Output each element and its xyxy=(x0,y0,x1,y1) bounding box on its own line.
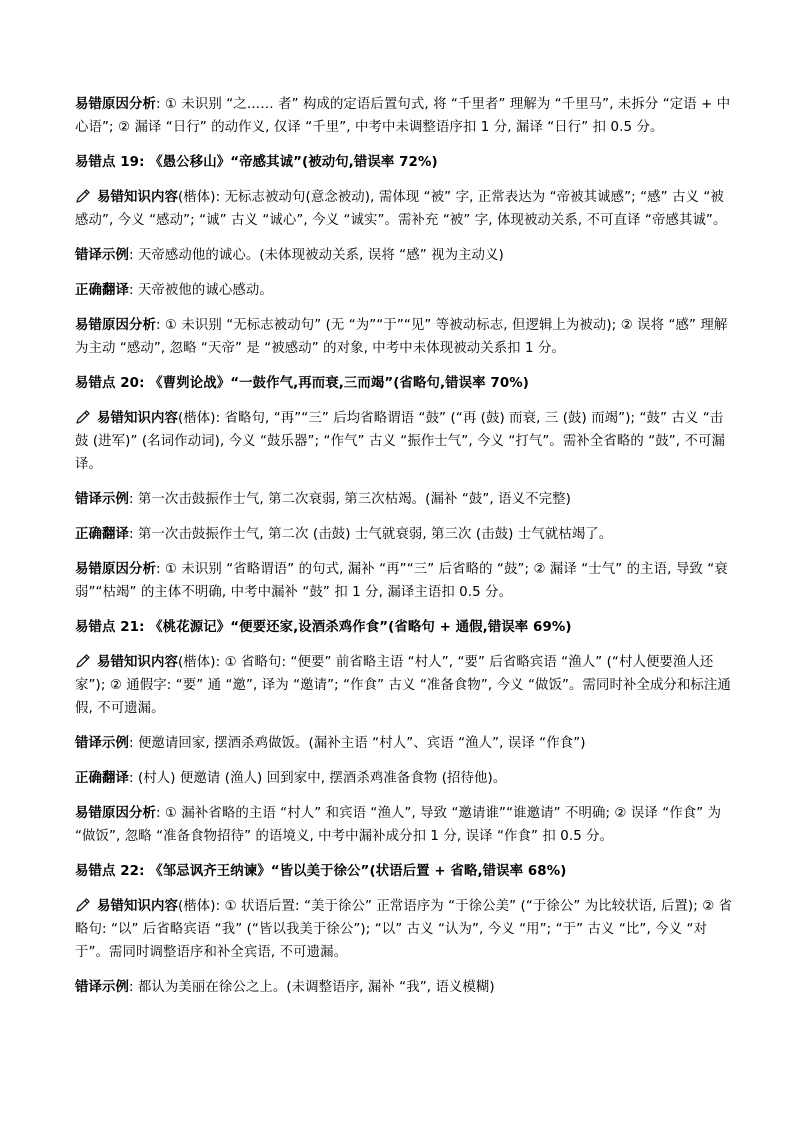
correct-translation: 正确翻译: (村人) 便邀请 (渔人) 回到家中, 摆酒杀鸡准备食物 (招待他)。 xyxy=(75,771,507,786)
error-point-heading-21: 易错点 21: 《桃花源记》“便要还家,设酒杀鸡作食”(省略句 + 通假,错误率 69%) xyxy=(75,620,572,635)
wrong-translation-example: 错译示例: 便邀请回家, 摆酒杀鸡做饭。(漏补主语 “村人”、宾语 “渔人”, 误译 “作食”) xyxy=(75,736,586,751)
wrong-translation-example: 错译示例: 天帝感动他的诚心。(未体现被动关系, 误将 “感” 视为主动义) xyxy=(75,248,504,263)
wrong-translation-example: 错译示例: 都认为美丽在徐公之上。(未调整语序, 漏补 “我”, 语义模糊) xyxy=(75,980,495,995)
wrong-translation-example: 错译示例: 第一次击鼓振作士气, 第二次衰弱, 第三次枯竭。(漏补 “鼓”, 语义不完整) xyxy=(75,492,571,507)
knowledge-paragraph: 易错知识内容(楷体): ① 状语后置: “美于徐公” 正常语序为 “于徐公美” (“于徐公” 为比较状语, 后置); ② 省略句: “以” 后省略宾语 “我” (“皆以我美于徐公”); “以” 古义 “认为”, 今义 “用”; “于” 古义 “比”, 今义 “对于”。需同时调整语序和补全宾语, 不可遗漏。 xyxy=(75,899,733,960)
pencil-icon xyxy=(75,897,91,913)
knowledge-paragraph: 易错知识内容(楷体): 省略句, “再”“三” 后均省略谓语 “鼓” (“再 (鼓) 而衰, 三 (鼓) 而竭”); “鼓” 古义 “击鼓 (进军)” (名词作动词), 今义 “鼓乐器”; “作气” 古义 “振作士气”, 今义 “打气”。需补全省略的 “鼓”, 不可漏译。 xyxy=(75,411,725,472)
analysis-paragraph: 易错原因分析: ① 未识别 “无标志被动句” (无 “为”“于”“见” 等被动标志, 但逻辑上为被动); ② 误将 “感” 理解为主动 “感动”, 忽略 “天帝” 是 “被感动” 的对象, 中考中未体现被动关系扣 1 分。 xyxy=(75,318,728,356)
error-point-heading-20: 易错点 20: 《曹刿论战》“一鼓作气,再而衰,三而竭”(省略句,错误率 70%) xyxy=(75,376,529,391)
knowledge-paragraph: 易错知识内容(楷体): 无标志被动句(意念被动), 需体现 “被” 字, 正常表达为 “帝被其诚感”; “感” 古义 “被感动”, 今义 “感动”; “诚” 古义 “诚心”, 今义 “诚实”。需补充 “被” 字, 体现被动关系, 不可直译 “帝感其诚”。 xyxy=(75,190,727,228)
correct-translation: 正确翻译: 天帝被他的诚心感动。 xyxy=(75,283,273,298)
error-point-heading-19: 易错点 19: 《愚公移山》“帝感其诚”(被动句,错误率 72%) xyxy=(75,155,438,170)
analysis-paragraph: 易错原因分析: ① 未识别 “省略谓语” 的句式, 漏补 “再”“三” 后省略的 “鼓”; ② 漏译 “士气” 的主语, 导致 “衰弱”“枯竭” 的主体不明确, 中考中漏补 “鼓” 扣 1 分, 漏译主语扣 0.5 分。 xyxy=(75,562,728,600)
error-point-heading-22: 易错点 22: 《邹忌讽齐王纳谏》“皆以美于徐公”(状语后置 + 省略,错误率 68%) xyxy=(75,864,567,879)
pencil-icon xyxy=(75,188,91,204)
document-page xyxy=(75,93,735,1011)
analysis-paragraph: 易错原因分析: ① 漏补省略的主语 “村人” 和宾语 “渔人”, 导致 “邀请谁”“谁邀请” 不明确; ② 误译 “作食” 为 “做饭”, 忽略 “准备食物招待” 的语境义, 中考中漏补成分扣 1 分, 误译 “作食” 扣 0.5 分。 xyxy=(75,806,722,844)
pencil-icon xyxy=(75,409,91,425)
analysis-paragraph: 易错原因分析: ① 未识别 “之…… 者” 构成的定语后置句式, 将 “千里者” 理解为 “千里马”, 未拆分 “定语 + 中心语”; ② 漏译 “日行” 的动作义, 仅译 “千里”, 中考中未调整语序扣 1 分, 漏译 “日行” 扣 0.5 分。 xyxy=(75,97,731,135)
knowledge-paragraph: 易错知识内容(楷体): ① 省略句: “便要” 前省略主语 “村人”, “要” 后省略宾语 “渔人” (“村人便要渔人还家”); ② 通假字: “要” 通 “邀”, 译为 “邀请”; “作食” 古义 “准备食物”, 今义 “做饭”。需同时补全成分和标注通假, 不可遗漏。 xyxy=(75,655,731,716)
correct-translation: 正确翻译: 第一次击鼓振作士气, 第二次 (击鼓) 士气就衰弱, 第三次 (击鼓) 士气就枯竭了。 xyxy=(75,527,613,542)
pencil-icon xyxy=(75,653,91,669)
